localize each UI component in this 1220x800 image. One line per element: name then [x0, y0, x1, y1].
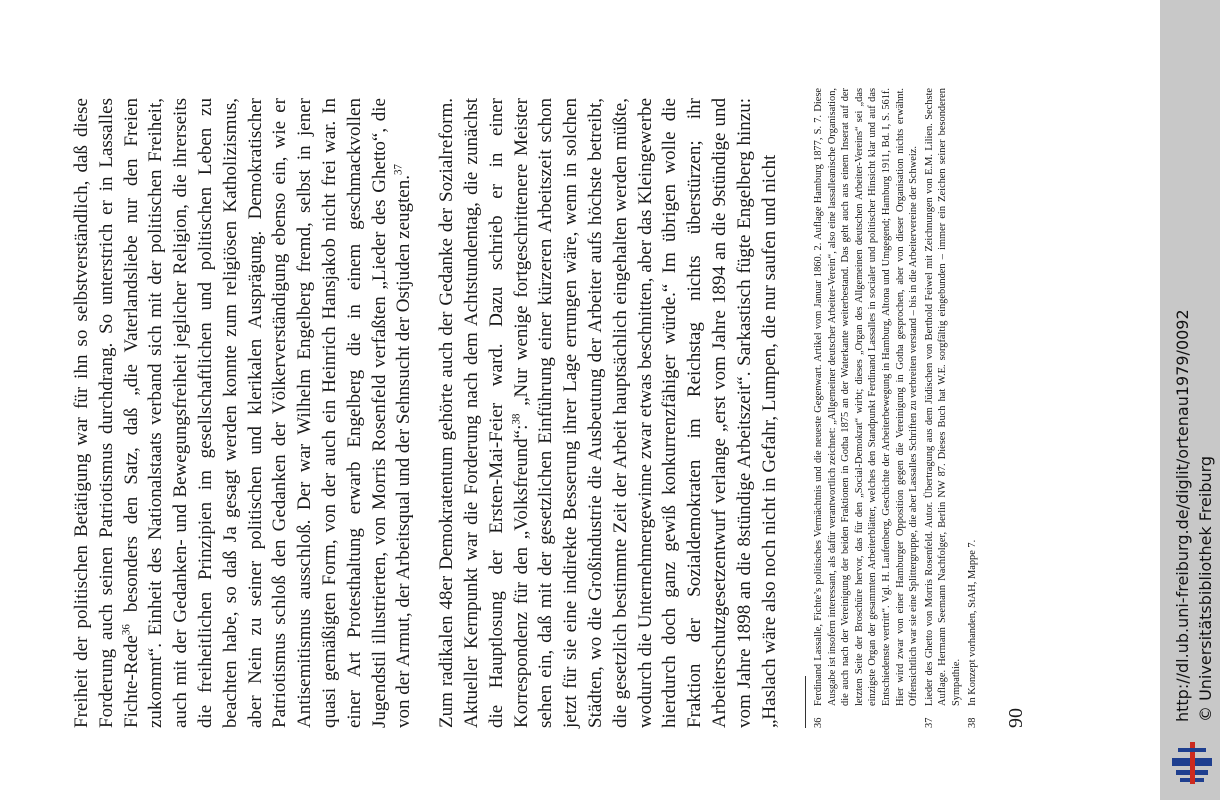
- footnote-ref-37[interactable]: 37: [393, 163, 406, 175]
- ub-freiburg-logo-icon[interactable]: [1170, 740, 1214, 786]
- source-url-link[interactable]: http://dl.ub.uni-freiburg.de/diglit/ortenau1979/0092: [1173, 309, 1192, 722]
- footnote-38: 38 In Konzept vorhanden, StAH, Mappe 7.: [966, 539, 978, 728]
- footnote-37: 37 Lieder des Ghetto von Morris Rosenfeld. Autor. Übertragung aus dem Jüdischen von Berthold Feiwel mit Zeichnungen von E.M. Lilien. Sechste Auflage. Hermann Seemann Nachfolger, Berlin NW 87. Dieses Buch hat W.E. sorgfältig eingebunden – immer ein Zeichen seiner besonderen Sympathie.: [923, 88, 962, 728]
- footnote-36: 36 Ferdinand Lassalle, Fichte’s politisches Vermächtnis und die neueste Gegenwart. Artikel vom Januar 1860. 2. Auflage Hamburg 1877, S. 7. Diese Ausgabe ist insofern interessant, als dafür verantwortlich zeichnet: „Allgemeiner deutscher Arbeiter-Verein“, also eine lassalleanische Organisation, die auch nach der Vereinigung der beiden Fraktionen in Gotha 1875 an der Waterkante weiterbestand. Das geht auch aus einem Inserat auf der letzten Seite der Broschüre hervor, das für den „Social-Demokrat“ wirbt; dieses „Organ des Allgemeinen deutschen Arbeiter-Vereins“ sei „das einzigste Organ der gesammten Arbeiterblätter, welches den Standpunkt Ferdinand Lassalles in socialer und politischer Hinsicht klar und auf das Entschiedenste vertritt“. Vgl. H. Laufenberg, Geschichte der Arbeiterbewegung in Hamburg, Altona und Umgegend; Hamburg 1911, Bd. I, S. 561f. Hier wird zwar von einer Hamburger Opposition gegen die Vereinigung in Gotha gesprochen, aber von dieser Organisation nichts erwähnt. Offensichtlich war sie eine Splittergruppe, die aber Lassalles Schriften zu verbreiten verstand – bis in die Arbeitervereine der Schweiz.: [813, 88, 920, 728]
- sidebar-text: [1160, 0, 1220, 800]
- footnote-separator: [805, 676, 806, 728]
- main-text: [70, 98, 782, 728]
- paragraph-2: Zum radikalen 48er Demokratentum gehörte auch der Gedanke der Sozialreform. Aktueller Kernpunkt war die Forderung nach dem Achtstundentag, die zunächst die Hauptlosung der Ersten-Mai-Feier ward. Dazu schrieb er in einer Korrespondenz für den „Volksfreund“:$^{38}$ „Nur wenige fortgeschrittenere Meister sehen ein, daß mit der gesetzlichen Einführung einer kürzeren Arbeitszeit schon jetzt für sie eine indirekte Besserung ihrer Lage errungen wäre, wenn in solchen Städten, wo die Großindustrie die Ausbeutung der Arbeiter aufs höchste betreibt, die gesetzlich bestimmte Zeit der Arbeit hauptsächlich eingehalten werden müßte, wodurch die Unternehmergewinne zwar etwas beschnitten, aber das Kleingewerbe hierdurch doch ganz gewiß konkurrenzfähiger würde.“ Im übrigen wolle die Fraktion der Sozialdemokraten im Reichstag nichts überstürzen; ihr Arbeiterschutzgesetzentwurf verlange „erst vom Jahre 1894 an die 9stündige und vom Jahre 1898 an die 8stündige Arbeitszeit“. Sarkastisch fügte Engelberg hinzu: „Haslach wäre also noch nicht in Gefahr, Lumpen, die nur saufen und nicht: [436, 98, 780, 728]
- footnotes: [812, 88, 981, 728]
- footnote-ref-36[interactable]: 36: [120, 624, 133, 636]
- page-number: 90: [1005, 708, 1027, 728]
- copyright-notice: © Universitätsbibliothek Freiburg: [1196, 455, 1215, 722]
- paragraph-1: Freiheit der politischen Betätigung war für ihn so selbstverständlich, daß diese Forderung auch seinen Patriotismus durchdrang. So unterstrich er in Lassalles Fichte-Rede$^{36}$ besonders den Satz, daß „die Vaterlandsliebe nur den Freien zukommt“. Einheit des Nationalstaats verband sich mit der politischen Freiheit, auch mit der Gedanken- und Bewegungsfreiheit jeglicher Religion, die ihrerseits die freiheitlichen Prinzipien im gesellschaftlichen und politischen Leben zu beachten habe, so daß Ja gesagt werden konnte zum religiösen Katholizismus, aber Nein zu seiner politischen und klerikalen Ausprägung. Demokratischer Patriotismus schloß den Gedanken der Völkerverständigung ebenso ein, wie er Antisemitismus ausschloß. Der war Wilhelm Engelberg fremd, selbst in jener quasi gemäßigten Form, von der auch ein Heinrich Hansjakob nicht frei war. In einer Art Protesthaltung erwarb Engelberg die in einem geschmackvollen Jugendstil illustrierten, von Morris Rosenfeld verfaßten „Lieder des Ghetto“, die von der Armut, der Arbeitsqual und der Sehnsucht der Ostjuden zeugten.$^{37}$: [71, 98, 415, 728]
- footnote-ref-38[interactable]: 38: [510, 413, 523, 425]
